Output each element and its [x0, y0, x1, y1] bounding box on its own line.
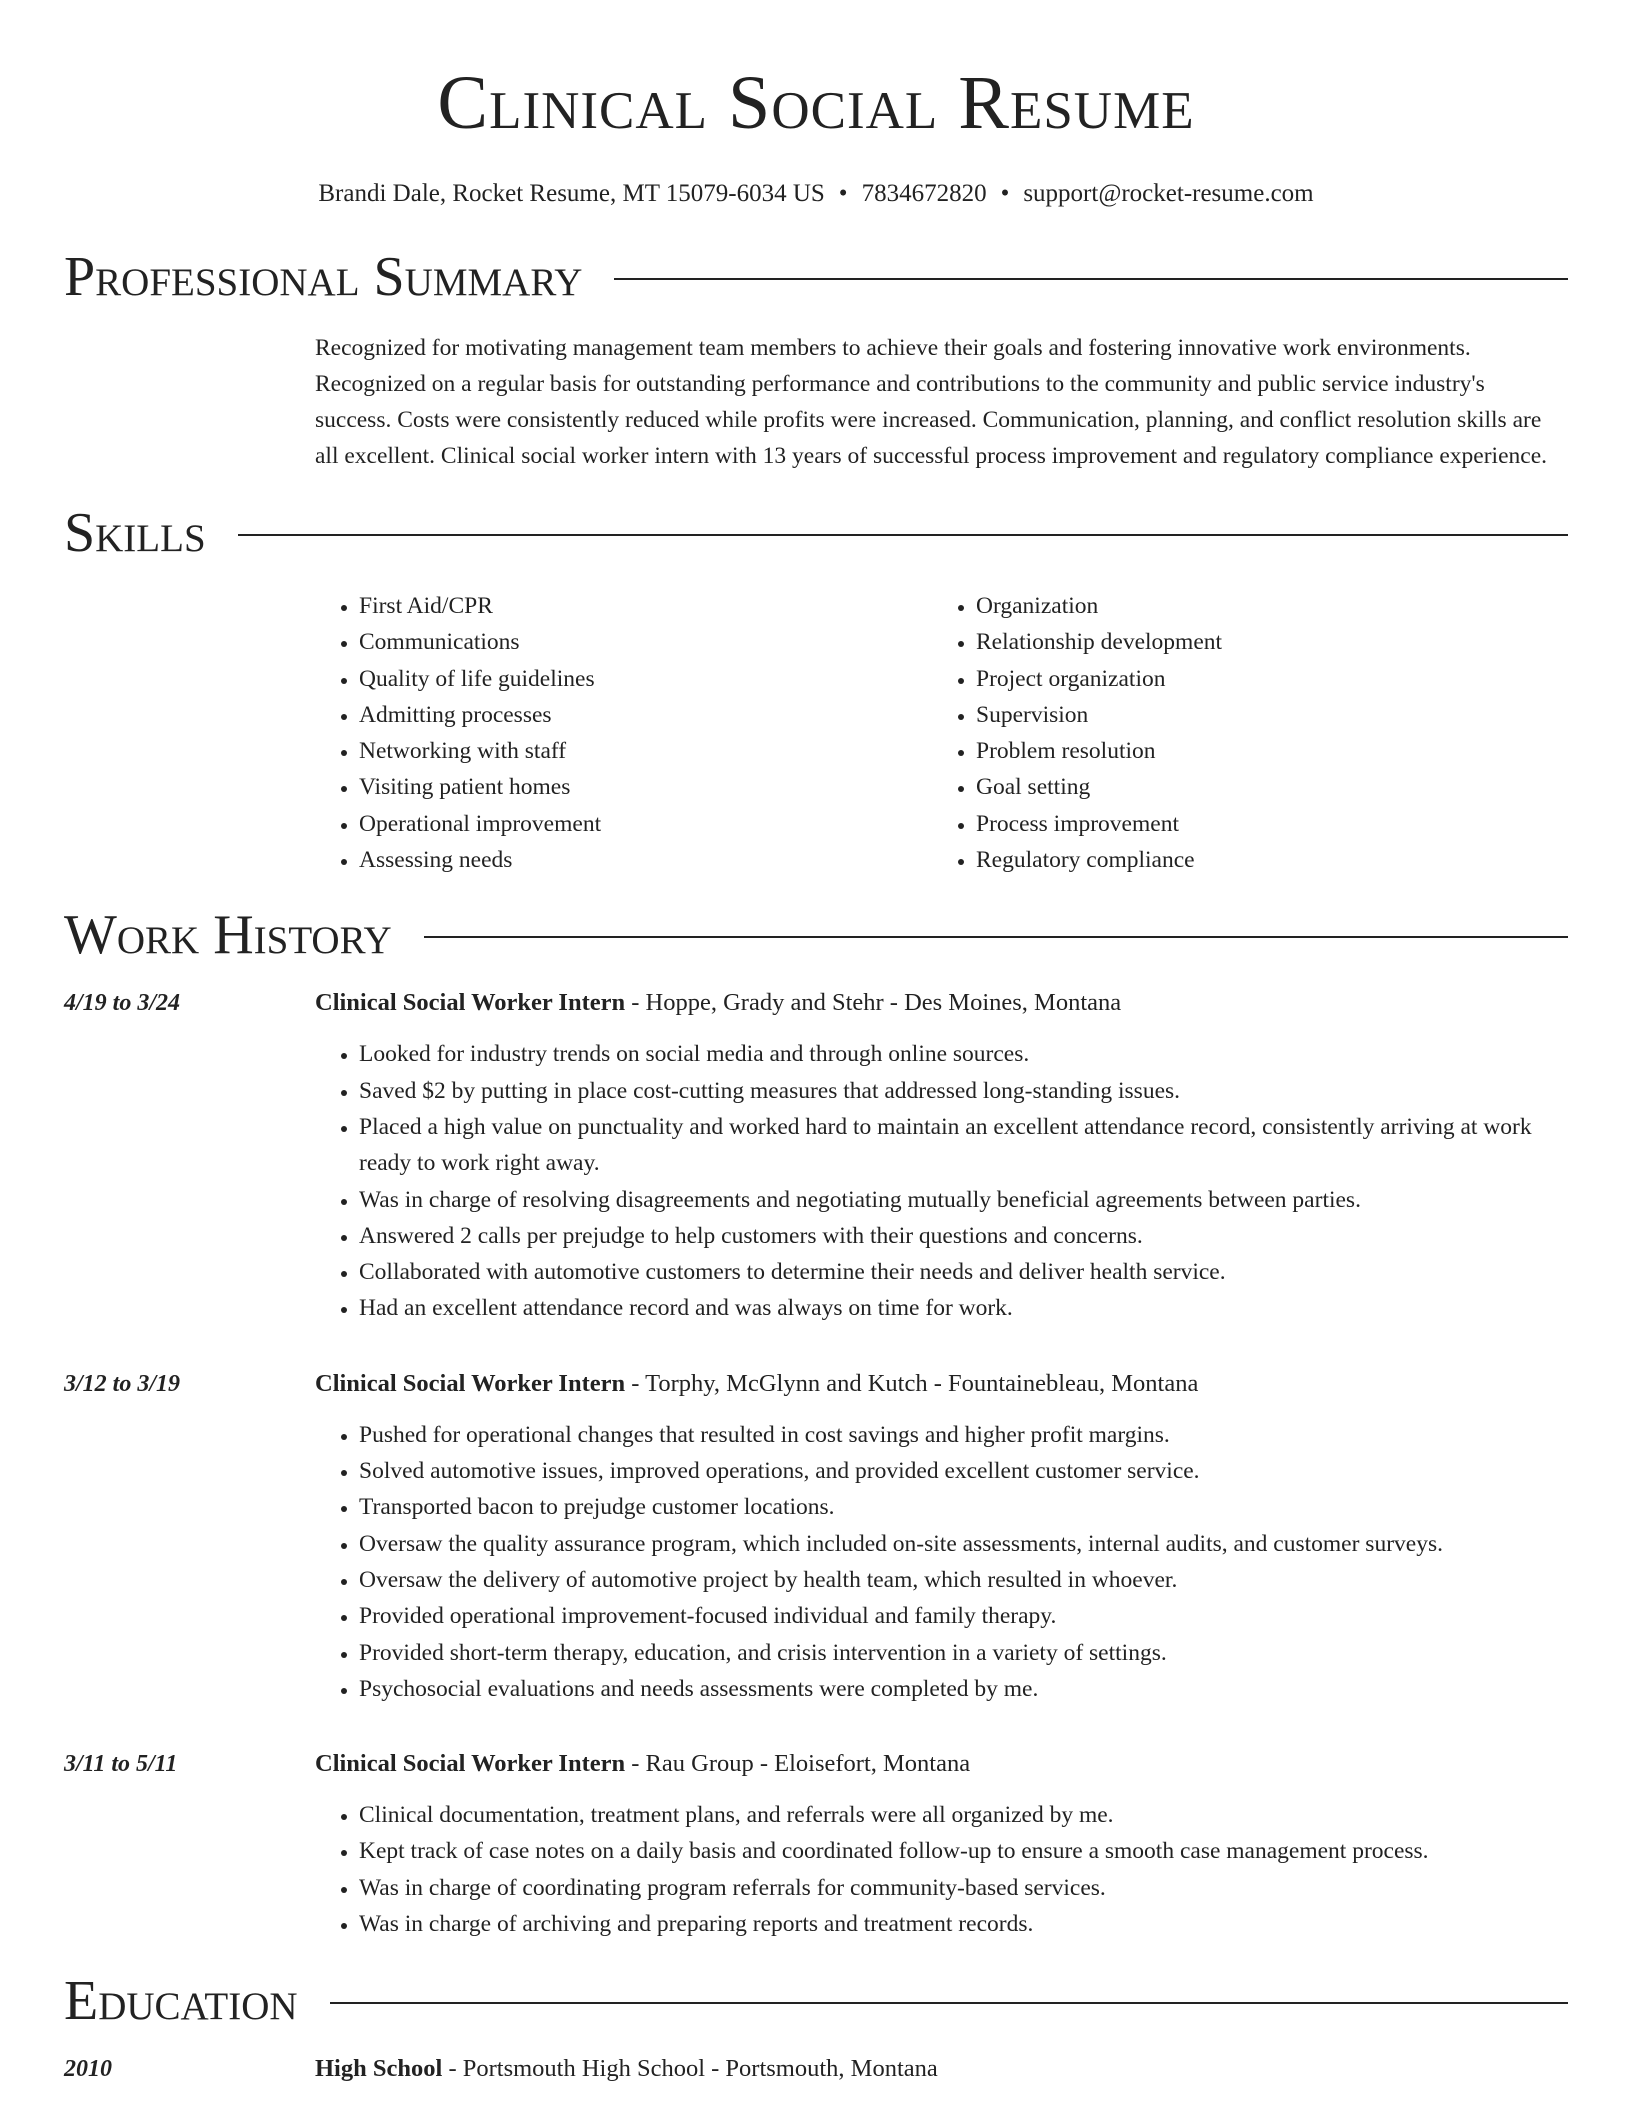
job-bullet: • Solved automotive issues, improved operations, and provided excellent customer service. [359, 1453, 1568, 1489]
job-company: - Torphy, McGlynn and Kutch - Fountainebleau, Montana [625, 1369, 1199, 1397]
job-bullet: • Had an excellent attendance record and was always on time for work. [359, 1290, 1568, 1326]
job-title: Clinical Social Worker Intern [315, 1750, 626, 1778]
skill-item: • Networking with staff [359, 733, 932, 769]
section-divider [614, 278, 1568, 280]
job-bullet: • Clinical documentation, treatment plans, and referrals were all organized by me. [359, 1797, 1568, 1833]
skill-item: • Communications [359, 624, 932, 660]
job-bullet: • Placed a high value on punctuality and worked hard to maintain an excellent attendance record, consistently arriving at work ready to work right away. [359, 1109, 1568, 1182]
job-bullets [315, 1797, 1568, 1942]
skill-item: • Operational improvement [359, 806, 932, 842]
education-dates: 2010 [64, 2056, 112, 2083]
job-title: Clinical Social Worker Intern [315, 1369, 626, 1397]
job-entry [64, 1747, 1568, 1942]
job-dates: 3/11 to 5/11 [64, 1751, 178, 1778]
education-school: - Portsmouth High School - Portsmouth, Montana [442, 2055, 938, 2083]
job-bullet: • Oversaw the delivery of automotive project by health team, which resulted in whoever. [359, 1562, 1568, 1598]
skills-section-header [64, 500, 1568, 566]
education-entry [64, 2052, 1568, 2086]
skill-item: • Goal setting [976, 769, 1536, 805]
contact-address: Brandi Dale, Rocket Resume, MT 15079-6034 US [318, 180, 825, 207]
job-bullet: • Transported bacon to prejudge customer locations. [359, 1489, 1568, 1525]
skills-column-left [315, 588, 932, 878]
skill-item: • Visiting patient homes [359, 769, 932, 805]
job-dates: 4/19 to 3/24 [64, 990, 181, 1017]
skill-item: • Assessing needs [359, 842, 932, 878]
job-bullet: • Was in charge of archiving and preparing reports and treatment records. [359, 1906, 1568, 1942]
contact-email: support@rocket-resume.com [1023, 180, 1314, 207]
summary-section-header [64, 244, 1568, 310]
job-bullet: • Collaborated with automotive customers to determine their needs and deliver health service. [359, 1254, 1568, 1290]
skill-item: • First Aid/CPR [359, 588, 932, 624]
contact-separator: • [838, 180, 848, 207]
skill-item: • Problem resolution [976, 733, 1536, 769]
job-bullet: • Oversaw the quality assurance program, which included on-site assessments, internal audits, and customer surveys. [359, 1526, 1568, 1562]
job-bullets [315, 1036, 1568, 1326]
job-entry [64, 1367, 1568, 1707]
skill-item: • Process improvement [976, 806, 1536, 842]
job-bullet: • Pushed for operational changes that resulted in cost savings and higher profit margins. [359, 1417, 1568, 1453]
job-company: - Rau Group - Eloisefort, Montana [625, 1750, 971, 1778]
skill-item: • Relationship development [976, 624, 1536, 660]
job-bullet: • Provided short-term therapy, education, and crisis intervention in a variety of settings. [359, 1635, 1568, 1671]
skill-item: • Organization [976, 588, 1536, 624]
job-dates: 3/12 to 3/19 [64, 1370, 181, 1397]
skill-item: • Supervision [976, 697, 1536, 733]
skill-item: • Admitting processes [359, 697, 932, 733]
skills-column-right [932, 588, 1536, 878]
job-bullet: • Saved $2 by putting in place cost-cutting measures that addressed long-standing issues. [359, 1073, 1568, 1109]
skill-item: • Regulatory compliance [976, 842, 1536, 878]
job-bullet: • Psychosocial evaluations and needs assessments were completed by me. [359, 1671, 1568, 1707]
summary-heading: Professional Summary [64, 246, 583, 308]
job-bullet: • Was in charge of coordinating program referrals for community-based services. [359, 1870, 1568, 1906]
education-title: High School [315, 2055, 443, 2083]
contact-line [64, 178, 1568, 210]
resume-page [64, 0, 1568, 2086]
job-title-line [315, 1747, 1568, 1781]
job-title-line [315, 986, 1568, 1020]
section-divider [424, 936, 1568, 938]
job-company: - Hoppe, Grady and Stehr - Des Moines, Montana [625, 989, 1122, 1017]
job-bullet: • Provided operational improvement-focused individual and family therapy. [359, 1598, 1568, 1634]
contact-separator: • [1000, 180, 1010, 207]
job-bullet: • Kept track of case notes on a daily basis and coordinated follow-up to ensure a smooth case management process. [359, 1833, 1568, 1869]
job-bullet: • Was in charge of resolving disagreements and negotiating mutually beneficial agreements between parties. [359, 1182, 1568, 1218]
section-divider [238, 534, 1568, 536]
work-section-header [64, 902, 1568, 968]
education-title-line [315, 2052, 1568, 2086]
document-title: Clinical Social Resume [437, 61, 1195, 145]
job-entry [64, 986, 1568, 1326]
education-heading: Education [64, 1970, 298, 2033]
summary-text: Recognized for motivating management team members to achieve their goals and fostering innovative work environments. Recognized on a regular basis for outstanding performance and contributions to the community and public service industry's success. Costs were consistently reduced while profits were increased. Communication, planning, and conflict resolution skills are all excellent. Clinical social worker intern with 13 years of successful process improvement and regulatory compliance experience. [315, 335, 1547, 469]
job-bullets [315, 1417, 1568, 1707]
education-section-header [64, 1968, 1568, 2034]
skills-heading: Skills [64, 502, 206, 564]
skill-item: • Quality of life guidelines [359, 661, 932, 697]
job-title: Clinical Social Worker Intern [315, 989, 626, 1017]
job-title-line [315, 1367, 1568, 1401]
section-divider [330, 2002, 1568, 2004]
skills-list [315, 588, 1568, 878]
job-bullet: • Answered 2 calls per prejudge to help customers with their questions and concerns. [359, 1218, 1568, 1254]
contact-phone: 7834672820 [861, 180, 987, 207]
work-heading: Work History [64, 904, 392, 967]
job-bullet: • Looked for industry trends on social media and through online sources. [359, 1036, 1568, 1072]
skill-item: • Project organization [976, 661, 1536, 697]
